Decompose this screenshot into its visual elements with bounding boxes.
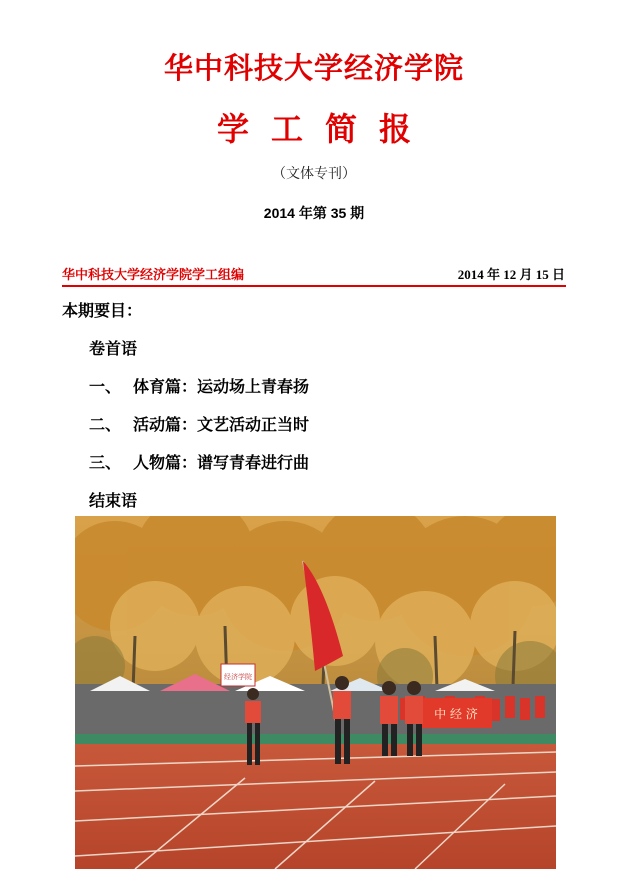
toc-item-number: 二、 [89,415,122,434]
toc-item-label: 人物篇：谱写青春进行曲 [133,453,310,472]
sports-meet-photo [75,516,556,869]
toc-item-sports[interactable] [89,374,309,397]
toc-item-label: 体育篇：运动场上青春扬 [133,377,310,396]
bulletin-title: 学工简报 [216,110,433,148]
edition-label: （文体专刊） [272,166,356,182]
toc-closing-label: 结束语 [89,491,138,510]
toc-preface-label: 卷首语 [89,339,138,358]
issue-number: 2014 年第 35 期 [263,205,365,221]
toc-item-people[interactable] [89,450,309,473]
toc-item-activities[interactable] [89,412,309,435]
toc-item-number: 三、 [89,453,122,472]
toc-preface[interactable] [89,336,137,359]
toc-item-label: 活动篇：文艺活动正当时 [133,415,310,434]
school-title: 华中科技大学经济学院 [163,51,464,85]
toc-heading: 本期要目： [62,301,143,320]
toc-item-number: 一、 [89,377,122,396]
header-divider [62,285,566,287]
team-banner: 中 经 济 [434,707,478,721]
issue-date: 2014 年 12 月 15 日 [457,267,565,282]
tent-sign: 经济学院 [224,673,252,681]
toc-closing[interactable] [89,488,137,511]
editor-credit: 华中科技大学经济学院学工组编 [62,268,245,283]
